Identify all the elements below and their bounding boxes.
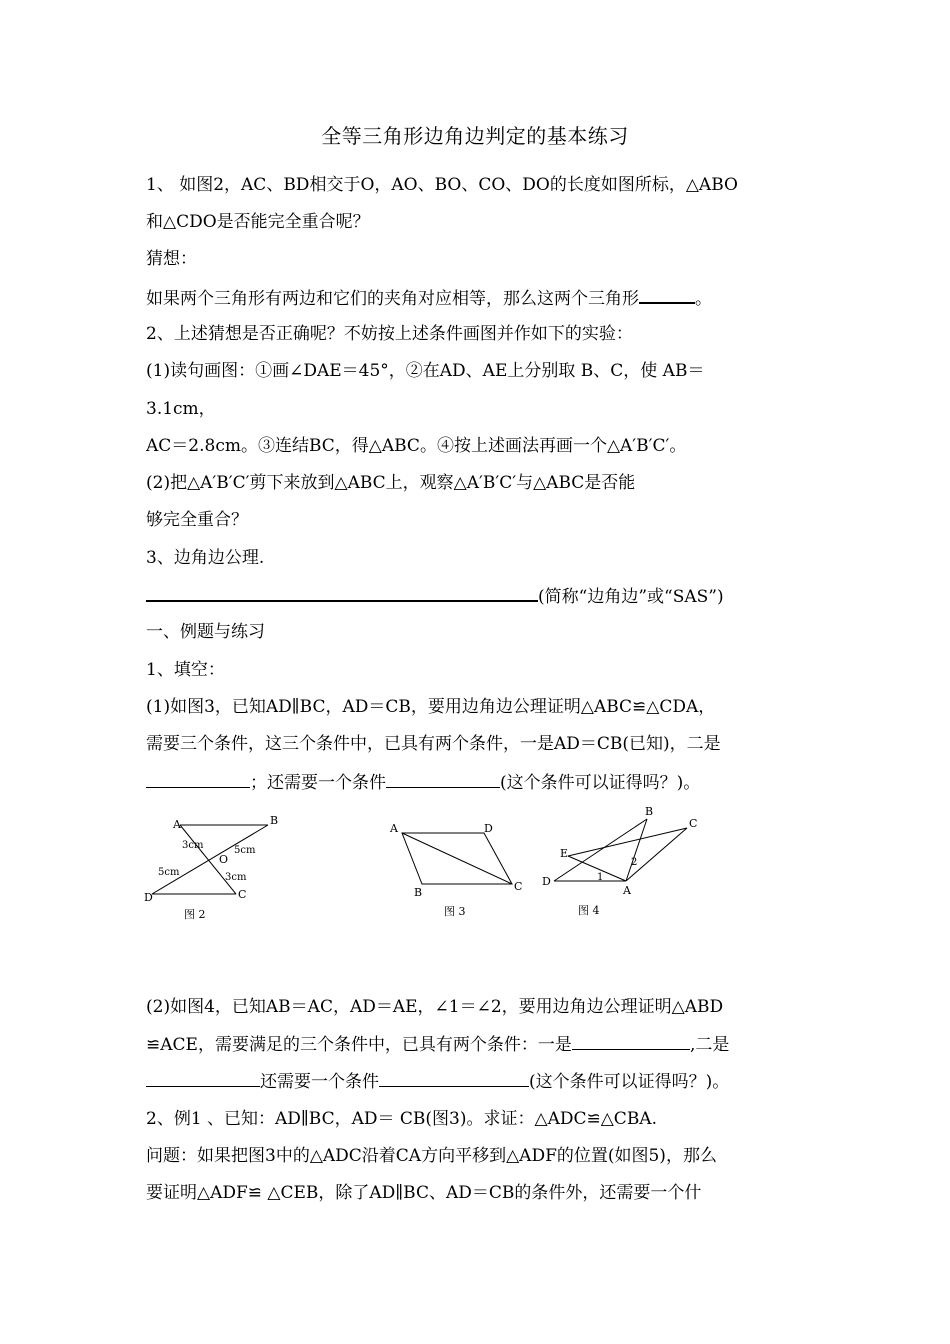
q2-line6: 够完全重合？ (146, 510, 248, 530)
section-heading: 一、例题与练习 (146, 622, 265, 642)
fig4-caption: 图 4 (578, 904, 600, 917)
sas-blank[interactable] (146, 582, 538, 602)
fig4-label-c: C (689, 817, 698, 830)
fig3-label-d: D (484, 822, 493, 835)
p1-mid: ；还需要一个条件 (250, 773, 386, 793)
fig3-label-a: A (390, 822, 398, 835)
example-line: 2、例1 、已知：AD∥BC，AD＝ CB(图3)。求证：△ADC≌△CBA. (146, 1109, 657, 1129)
figure-4 (542, 805, 697, 917)
fig2-label-b: B (270, 814, 279, 827)
fig2-label-ao: 3cm (182, 840, 204, 851)
q1-line1: 1、 如图2，AC、BD相交于O，AO、BO、CO、DO的长度如图所标，△ABO (146, 175, 738, 195)
p2-line2 (146, 1031, 786, 1058)
p2-line1: (2)如图4，已知AB＝AC，AD＝AE，∠1＝∠2，要用边角边公理证明△ABD (146, 997, 724, 1017)
fig2-label-a: A (173, 818, 181, 831)
q1-line2: 和△CDO是否能完全重合呢？ (146, 212, 370, 232)
fig2-label-co: 3cm (225, 872, 247, 883)
figure-3 (389, 822, 522, 918)
q2-line5: (2)把△A′B′C′剪下来放到△ABC上，观察△A′B′C′与△ABC是否能 (146, 473, 636, 493)
fig4-angle-2: 2 (631, 857, 638, 868)
guess-end: 。 (695, 289, 712, 309)
fig3-caption: 图 3 (444, 905, 466, 918)
q2-line4: AC＝2.8cm。③连结BC，得△ABC。④按上述画法再画一个△A′B′C′。 (146, 436, 687, 456)
page-title: 全等三角形边角边判定的基本练习 (321, 124, 629, 148)
q3-line1: 3、边角边公理. (146, 548, 265, 568)
fill-label: 1、填空： (146, 660, 225, 680)
p2-line3-mid: 还需要一个条件 (260, 1072, 379, 1092)
figures-row (140, 800, 740, 940)
p2-blank-1[interactable] (572, 1031, 690, 1050)
q2-line1: 2、上述猜想是否正确呢？不妨按上述条件画图并作如下的实验： (146, 324, 633, 344)
p2-line3-end: (这个条件可以证得吗？)。 (529, 1072, 730, 1092)
p1-line2: 需要三个条件，这三个条件中，已具有两个条件，一是AD＝CB(已知)，二是 (146, 734, 721, 754)
fig3-label-b: B (414, 886, 423, 899)
guess-sentence (146, 284, 786, 312)
question-line2: 要证明△ADF≌ △CEB，除了AD∥BC、AD＝CB的条件外，还需要一个什 (146, 1183, 702, 1203)
fig4-label-a: A (623, 884, 631, 897)
guess-label: 猜想： (146, 249, 197, 269)
fig4-label-d: D (542, 875, 551, 888)
sas-tail: (简称“边角边”或“SAS”) (538, 587, 724, 607)
fig4-label-e: E (560, 847, 569, 860)
fig2-label-d: D (144, 891, 153, 904)
fig2-label-do: 5cm (158, 867, 180, 878)
fig4-label-b: B (645, 805, 654, 818)
p1-line1: (1)如图3，已知AD∥BC，AD＝CB，要用边角边公理证明△ABC≌△CDA， (146, 697, 716, 717)
p2-line3 (146, 1068, 786, 1095)
fig2-label-o: O (219, 853, 229, 866)
p1-blank-1[interactable] (146, 769, 250, 788)
q2-line3: 3.1cm， (146, 399, 216, 419)
figure-2 (144, 814, 278, 921)
fig3-label-c: C (514, 880, 523, 893)
p2-mid: ,二是 (689, 1035, 730, 1055)
p1-line3 (146, 769, 786, 796)
fig4-angle-1: 1 (597, 872, 604, 883)
question-line1: 问题：如果把图3中的△ADC沿着CA方向平移到△ADF的位置(如图5)，那么 (146, 1146, 717, 1166)
p1-blank-2[interactable] (386, 769, 500, 788)
p2-start: ≌ACE，需要满足的三个条件中，已具有两个条件：一是 (146, 1035, 572, 1055)
fig2-label-bo: 5cm (234, 845, 256, 856)
p2-blank-3[interactable] (379, 1068, 529, 1087)
p1-end: (这个条件可以证得吗？)。 (500, 773, 701, 793)
q2-line2: (1)读句画图：①画∠DAE＝45°，②在AD、AE上分别取 B、C，使 AB＝ (146, 361, 705, 381)
guess-text: 如果两个三角形有两边和它们的夹角对应相等，那么这两个三角形 (146, 289, 639, 309)
fig2-label-c: C (238, 888, 247, 901)
p2-blank-2[interactable] (146, 1068, 260, 1087)
fig2-caption: 图 2 (184, 908, 206, 921)
q3-line2 (146, 582, 786, 610)
guess-blank[interactable] (639, 284, 695, 304)
